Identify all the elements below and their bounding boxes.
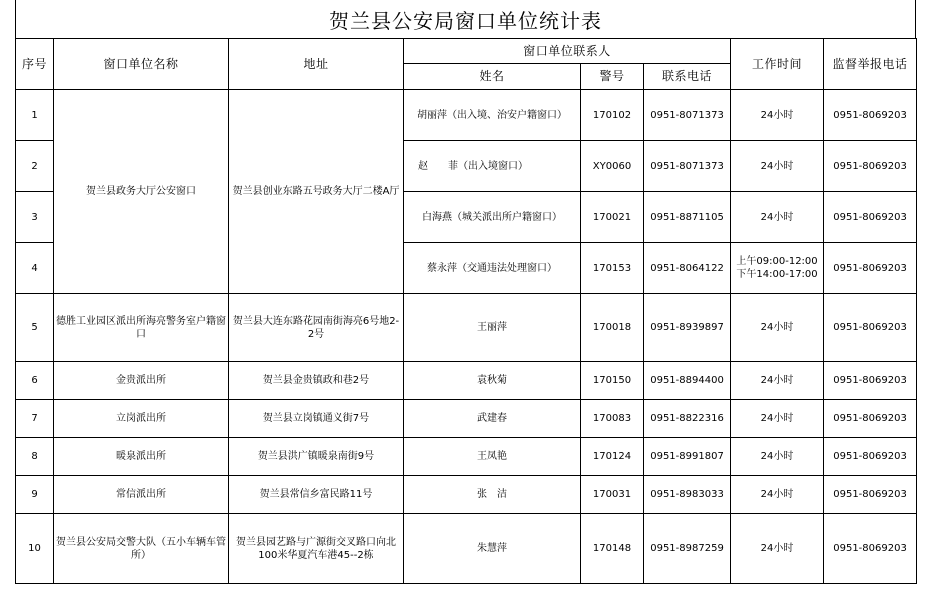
report-cell: 0951-8069203	[824, 514, 917, 584]
name-cell: 蔡永萍（交通违法处理窗口）	[404, 243, 581, 294]
table-row	[16, 476, 917, 514]
name-cell: 赵 菲（出入境窗口）	[404, 141, 581, 192]
unit-cell: 贺兰县公安局交警大队（五小车辆车管所）	[54, 514, 229, 584]
seq-cell: 1	[16, 90, 54, 141]
table-row	[16, 514, 917, 584]
name-cell: 王丽萍	[404, 294, 581, 362]
phone-cell: 0951-8991807	[644, 438, 731, 476]
name-cell: 胡丽萍（出入境、治安户籍窗口）	[404, 90, 581, 141]
unit-cell-merged: 贺兰县政务大厅公安窗口	[54, 90, 229, 294]
unit-cell: 常信派出所	[54, 476, 229, 514]
table-title: 贺兰县公安局窗口单位统计表	[15, 0, 916, 39]
address-cell: 贺兰县园艺路与广源街交叉路口向北100米华夏汽车港45--2栋	[229, 514, 404, 584]
report-cell: 0951-8069203	[824, 192, 917, 243]
phone-cell: 0951-8071373	[644, 141, 731, 192]
hours-cell-split	[731, 243, 824, 294]
badge-cell: 170018	[581, 294, 644, 362]
table-row	[16, 90, 917, 141]
address-cell: 贺兰县金贵镇政和巷2号	[229, 362, 404, 400]
hours-morning: 上午09:00-12:00	[736, 256, 818, 267]
seq-cell: 4	[16, 243, 54, 294]
table-row	[16, 294, 917, 362]
header-report-phone: 监督举报电话	[824, 39, 917, 90]
badge-cell: 170148	[581, 514, 644, 584]
report-cell: 0951-8069203	[824, 362, 917, 400]
phone-cell: 0951-8071373	[644, 90, 731, 141]
window-unit-table	[15, 38, 917, 584]
unit-cell: 立岗派出所	[54, 400, 229, 438]
report-cell: 0951-8069203	[824, 476, 917, 514]
statistics-sheet	[15, 0, 916, 585]
header-seq: 序号	[16, 39, 54, 90]
report-cell: 0951-8069203	[824, 90, 917, 141]
unit-cell: 暖泉派出所	[54, 438, 229, 476]
phone-cell: 0951-8822316	[644, 400, 731, 438]
report-cell: 0951-8069203	[824, 438, 917, 476]
unit-cell: 金贵派出所	[54, 362, 229, 400]
hours-cell: 24小时	[731, 362, 824, 400]
header-hours: 工作时间	[731, 39, 824, 90]
hours-cell: 24小时	[731, 438, 824, 476]
phone-cell: 0951-8871105	[644, 192, 731, 243]
seq-cell: 2	[16, 141, 54, 192]
seq-cell: 8	[16, 438, 54, 476]
report-cell: 0951-8069203	[824, 243, 917, 294]
name-cell: 白海燕（城关派出所户籍窗口）	[404, 192, 581, 243]
hours-cell: 24小时	[731, 400, 824, 438]
address-cell: 贺兰县洪广镇暖泉南街9号	[229, 438, 404, 476]
address-cell: 贺兰县大连东路花园南街海亮6号地2-2号	[229, 294, 404, 362]
seq-cell: 6	[16, 362, 54, 400]
table-row	[16, 438, 917, 476]
table-row	[16, 400, 917, 438]
seq-cell: 9	[16, 476, 54, 514]
seq-cell: 5	[16, 294, 54, 362]
hours-cell: 24小时	[731, 192, 824, 243]
badge-cell: 170083	[581, 400, 644, 438]
address-cell: 贺兰县常信乡富民路11号	[229, 476, 404, 514]
name-cell: 袁秋菊	[404, 362, 581, 400]
address-cell: 贺兰县立岗镇通义街7号	[229, 400, 404, 438]
table-row	[16, 362, 917, 400]
badge-cell: 170021	[581, 192, 644, 243]
badge-cell: 170150	[581, 362, 644, 400]
header-contact-group: 窗口单位联系人	[404, 39, 731, 64]
header-phone: 联系电话	[644, 64, 731, 90]
header-address: 地址	[229, 39, 404, 90]
seq-cell: 3	[16, 192, 54, 243]
seq-cell: 10	[16, 514, 54, 584]
phone-cell: 0951-8894400	[644, 362, 731, 400]
hours-cell: 24小时	[731, 294, 824, 362]
phone-cell: 0951-8983033	[644, 476, 731, 514]
hours-cell: 24小时	[731, 141, 824, 192]
address-cell-merged: 贺兰县创业东路五号政务大厅二楼A厅	[229, 90, 404, 294]
name-cell: 武建春	[404, 400, 581, 438]
header-unit: 窗口单位名称	[54, 39, 229, 90]
hours-afternoon: 下午14:00-17:00	[736, 269, 818, 280]
badge-cell: 170031	[581, 476, 644, 514]
hours-cell: 24小时	[731, 476, 824, 514]
seq-cell: 7	[16, 400, 54, 438]
name-cell: 朱慧萍	[404, 514, 581, 584]
hours-cell: 24小时	[731, 514, 824, 584]
name-cell: 张 洁	[404, 476, 581, 514]
header-name: 姓名	[404, 64, 581, 90]
phone-cell: 0951-8987259	[644, 514, 731, 584]
badge-cell: 170102	[581, 90, 644, 141]
badge-cell: 170153	[581, 243, 644, 294]
hours-cell: 24小时	[731, 90, 824, 141]
badge-cell: XY0060	[581, 141, 644, 192]
phone-cell: 0951-8064122	[644, 243, 731, 294]
report-cell: 0951-8069203	[824, 141, 917, 192]
badge-cell: 170124	[581, 438, 644, 476]
report-cell: 0951-8069203	[824, 294, 917, 362]
header-row-1	[16, 39, 917, 64]
report-cell: 0951-8069203	[824, 400, 917, 438]
unit-cell: 德胜工业园区派出所海亮警务室户籍窗口	[54, 294, 229, 362]
phone-cell: 0951-8939897	[644, 294, 731, 362]
name-cell: 王凤艳	[404, 438, 581, 476]
header-badge: 警号	[581, 64, 644, 90]
